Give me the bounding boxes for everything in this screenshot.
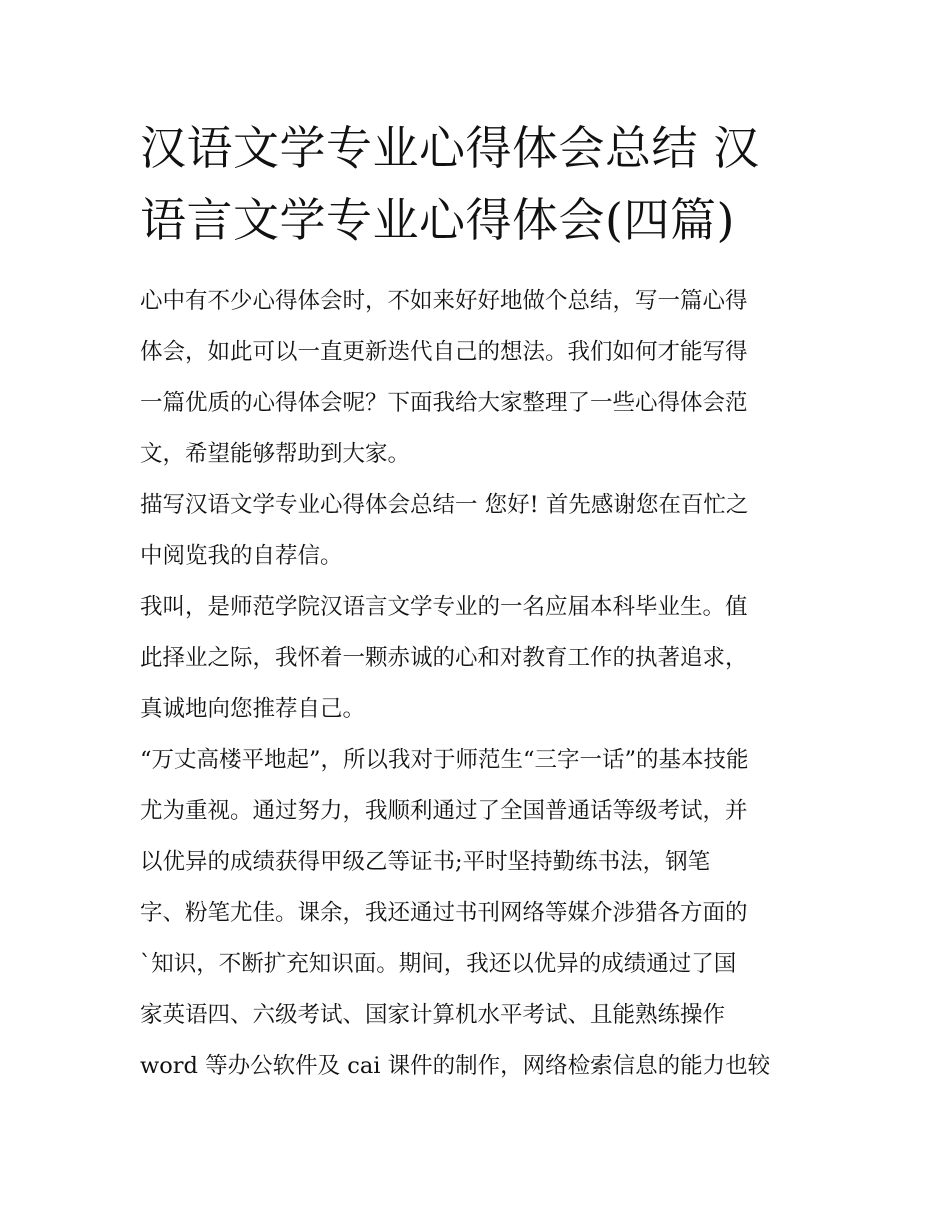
body-line: 真诚地向您推荐自己。	[140, 696, 366, 722]
body-line: 文，希望能够帮助到大家。	[140, 441, 411, 467]
body-line: 此择业之际，我怀着一颗赤诚的心和对教育工作的执著追求，	[140, 645, 748, 671]
title-line: 语言文学专业心得体会(四篇)	[140, 193, 735, 247]
body-line: “万丈高楼平地起”，所以我对于师范生“三字一话”的基本技能	[140, 747, 749, 773]
body-line: 一篇优质的心得体会呢？下面我给大家整理了一些心得体会范	[140, 390, 748, 416]
document-title	[140, 112, 820, 256]
body-line: word 等办公软件及 cai 课件的制作，网络检索信息的能力也较	[140, 1053, 771, 1079]
document-body	[140, 276, 820, 1092]
body-line: 以优异的成绩获得甲级乙等证书;平时坚持勤练书法，钢笔	[140, 849, 711, 875]
body-line: 尤为重视。通过努力，我顺利通过了全国普通话等级考试，并	[140, 798, 748, 824]
body-line: 心中有不少心得体会时，不如来好好地做个总结，写一篇心得	[140, 288, 748, 314]
body-line: 我叫，是师范学院汉语言文学专业的一名应届本科毕业生。值	[140, 594, 748, 620]
body-line: 中阅览我的自荐信。	[140, 543, 343, 569]
body-line: 体会，如此可以一直更新迭代自己的想法。我们如何才能写得	[140, 339, 748, 365]
body-line: 描写汉语文学专业心得体会总结一 您好! 首先感谢您在百忙之	[140, 492, 749, 518]
body-line: `知识，不断扩充知识面。期间，我还以优异的成绩通过了国	[140, 951, 737, 977]
body-line: 家英语四、六级考试、国家计算机水平考试、且能熟练操作	[140, 1002, 726, 1028]
body-line: 字、粉笔尤佳。课余，我还通过书刊网络等媒介涉猎各方面的	[140, 900, 748, 926]
title-line: 汉语文学专业心得体会总结 汉	[140, 121, 760, 175]
